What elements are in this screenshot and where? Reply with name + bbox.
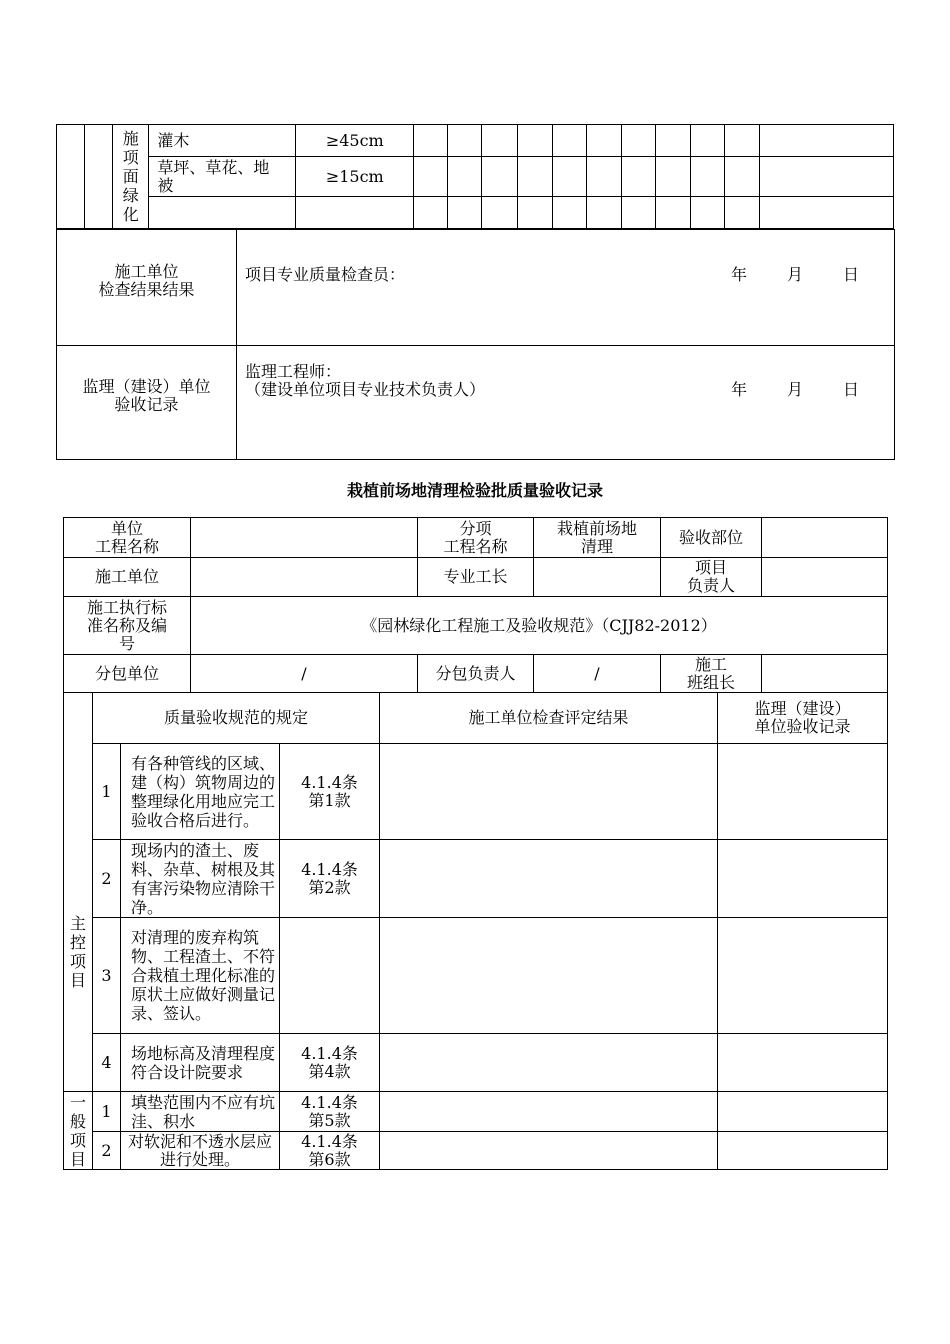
item-text: 对软泥和不透水层应进行处理。	[121, 1132, 280, 1170]
subcontractor-value: /	[191, 655, 418, 693]
unit-project-value	[191, 518, 418, 558]
check-cell	[482, 197, 517, 229]
item-value: ≥45cm	[295, 125, 413, 157]
item-name: 草坪、草花、地被	[149, 157, 296, 197]
contractor-result-label: 施工单位 检查结果结果	[57, 230, 237, 346]
check-cell	[517, 157, 552, 197]
date-day: 日	[842, 264, 859, 284]
date-month: 月	[786, 379, 803, 399]
team-leader-label: 施工 班组长	[661, 655, 762, 693]
item-value: ≥15cm	[295, 157, 413, 197]
record-header: 监理（建设） 单位验收记录	[718, 693, 888, 744]
item-text: 场地标高及清理程度符合设计院要求	[121, 1034, 280, 1092]
record-cell	[718, 918, 888, 1034]
continued-inspection-table	[56, 124, 894, 229]
item-clause: 4.1.4条 第4款	[280, 1034, 380, 1092]
item-text: 有各种管线的区域、建（构）筑物周边的整理绿化用地应完工验收合格后进行。	[121, 744, 280, 840]
foreman-value	[534, 558, 661, 597]
supervisor-signer	[245, 363, 485, 399]
check-cell	[482, 125, 517, 157]
item-text: 现场内的渣土、废料、杂草、树根及其有害污染物应清除干净。	[121, 840, 280, 918]
check-cell	[414, 125, 448, 157]
general-items-label-text: 一般项目	[69, 1092, 86, 1169]
check-cell	[448, 197, 482, 229]
blank-cell	[57, 125, 85, 229]
check-cell	[691, 125, 725, 157]
subcontractor-label: 分包单位	[64, 655, 191, 693]
check-cell	[621, 157, 655, 197]
form-title: 栽植前场地清理检验批质量验收记录	[346, 481, 603, 500]
check-cell	[517, 125, 552, 157]
sub-item-value: 栽植前场地 清理	[534, 518, 661, 558]
result-cell	[380, 1132, 718, 1170]
project-leader-label: 项目 负责人	[661, 558, 762, 597]
check-cell	[656, 125, 691, 157]
item-clause: 4.1.4条 第5款	[280, 1092, 380, 1132]
date-year: 年	[730, 264, 747, 284]
check-cell	[656, 157, 691, 197]
check-cell	[621, 197, 655, 229]
check-cell	[552, 197, 586, 229]
check-cell	[760, 125, 894, 157]
check-cell	[760, 197, 894, 229]
item-clause: 4.1.4条 第1款	[280, 744, 380, 840]
item-text: 填垫范围内不应有坑洼、积水	[121, 1092, 280, 1132]
record-cell	[718, 840, 888, 918]
unit-project-label: 单位 工程名称	[64, 518, 191, 558]
check-cell	[414, 197, 448, 229]
check-cell	[691, 157, 725, 197]
record-cell	[718, 1034, 888, 1092]
construction-unit-label: 施工单位	[64, 558, 191, 597]
check-cell	[414, 157, 448, 197]
signature-table	[56, 229, 895, 460]
result-cell	[380, 918, 718, 1034]
check-cell	[448, 125, 482, 157]
check-cell	[656, 197, 691, 229]
check-cell	[482, 157, 517, 197]
standard-value: 《园林绿化工程施工及验收规范》（CJJ82-2012）	[191, 597, 888, 655]
blank-cell	[85, 125, 113, 229]
result-header: 施工单位检查评定结果	[380, 693, 718, 744]
contractor-signer-label: 项目专业质量检查员：	[245, 264, 406, 284]
result-cell	[380, 1092, 718, 1132]
acceptance-part-label: 验收部位	[661, 518, 762, 558]
foreman-label: 专业工长	[418, 558, 534, 597]
contractor-signature-area	[237, 230, 895, 346]
record-cell	[718, 1092, 888, 1132]
result-cell	[380, 840, 718, 918]
check-cell	[586, 157, 621, 197]
item-clause: 4.1.4条 第2款	[280, 840, 380, 918]
item-no: 3	[93, 918, 121, 1034]
supervisor-date	[731, 381, 859, 399]
section-label	[113, 125, 149, 229]
check-cell	[691, 197, 725, 229]
supervisor-signature-area	[237, 346, 895, 460]
item-no: 2	[93, 840, 121, 918]
main-items-label	[64, 693, 93, 1092]
record-cell	[718, 1132, 888, 1170]
check-cell	[621, 125, 655, 157]
standard-label: 施工执行标 准名称及编 号	[64, 597, 191, 655]
item-name	[149, 197, 296, 229]
date-month: 月	[786, 264, 803, 284]
record-cell	[718, 744, 888, 840]
items-table	[63, 692, 888, 1170]
spec-header: 质量验收规范的规定	[93, 693, 380, 744]
check-cell	[725, 157, 760, 197]
result-cell	[380, 1034, 718, 1092]
general-items-label	[64, 1092, 93, 1170]
item-clause: 4.1.4条 第6款	[280, 1132, 380, 1170]
check-cell	[517, 197, 552, 229]
item-name: 灌木	[149, 125, 296, 157]
owner-signer-label: （建设单位项目专业技术负责人）	[245, 379, 486, 399]
sub-leader-value: /	[534, 655, 661, 693]
check-cell	[760, 157, 894, 197]
check-cell	[552, 125, 586, 157]
header-table	[63, 517, 888, 693]
check-cell	[586, 125, 621, 157]
result-cell	[380, 744, 718, 840]
check-cell	[725, 197, 760, 229]
item-no: 1	[93, 1092, 121, 1132]
item-no: 1	[93, 744, 121, 840]
check-cell	[448, 157, 482, 197]
date-year: 年	[730, 379, 747, 399]
acceptance-part-value	[762, 518, 888, 558]
supervisor-record-label: 监理（建设）单位 验收记录	[57, 346, 237, 460]
item-no: 4	[93, 1034, 121, 1092]
check-cell	[725, 125, 760, 157]
date-day: 日	[842, 379, 859, 399]
item-value	[295, 197, 413, 229]
construction-unit-value	[191, 558, 418, 597]
check-cell	[586, 197, 621, 229]
main-items-label-text: 主控项目	[69, 914, 86, 990]
item-clause	[280, 918, 380, 1034]
section-label-text: 施项面绿化	[122, 129, 139, 224]
item-text: 对清理的废弃构筑物、工程渣土、不符合栽植土理化标准的原状土应做好测量记录、签认。	[121, 918, 280, 1034]
contractor-date	[731, 266, 859, 284]
sub-leader-label: 分包负责人	[418, 655, 534, 693]
item-no: 2	[93, 1132, 121, 1170]
project-leader-value	[762, 558, 888, 597]
check-cell	[552, 157, 586, 197]
sub-item-label: 分项 工程名称	[418, 518, 534, 558]
team-leader-value	[762, 655, 888, 693]
supervisor-signer-label: 监理工程师：	[245, 361, 342, 381]
